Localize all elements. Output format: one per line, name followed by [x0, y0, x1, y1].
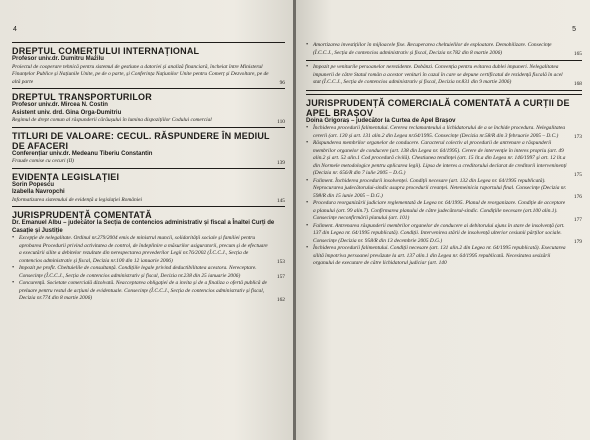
entry-page-number: 153 — [276, 259, 285, 265]
toc-section — [306, 94, 582, 268]
divider-line — [12, 88, 285, 89]
right-page-content — [306, 42, 582, 268]
section-heading: EVIDENȚA LEGISLAȚIEI — [12, 171, 120, 182]
toc-entry-bulleted — [306, 64, 582, 87]
toc-section — [12, 206, 285, 303]
author-name: Asistent univ. drd. Gina Orga-Dumitriu — [12, 109, 122, 116]
toc-entry-bulleted — [306, 200, 582, 223]
entry-text: • Faliment. Antrenarea răspunderii membrilor organelor de conducere ai debitorului ajuns în stare de insolvență (art. 137 din Legea nr. 64/1995 republicată). Condiții. Intervenirea stării de insolvență ulterior cesiunii părților sociale. Consecințe (Decizia nr. 958/R din 13 decembrie 2005 D.G.) — [306, 223, 568, 246]
entry-text: • Concurență. Societate comercială dizolvată. Neacceptarea obligației de a invita și de a finaliza o ofertă publică de preluare pentru restul de acțiuni de evidentuale. Consecințe (Î.C.C.J., Secția de contencios administrativ și fiscal, Decizia nr.774 din 8 martie 2006) — [12, 280, 271, 303]
toc-entry-bulleted — [306, 245, 582, 268]
entry-page-number: 179 — [573, 239, 582, 245]
section-heading: TITLURI DE VALOARE: CECUL. RĂSPUNDERE ÎN MEDIUL DE AFACERI — [12, 130, 270, 151]
author-name: Dr. Emanuel Albu – judecător la Secția de contencios administrativ și fiscal a Înaltei Curți de Casație și Justiție — [12, 220, 275, 234]
entry-page-number: 157 — [276, 274, 285, 280]
toc-entry — [12, 197, 285, 205]
entry-text: Regimul de drept comun al răspunderii cărăușului în lumina dispozițiilor Codului comercial — [12, 117, 212, 123]
divider-line — [306, 94, 582, 95]
page-number: 4 — [13, 26, 17, 33]
toc-entry-bulleted — [306, 42, 582, 57]
page-number: 5 — [572, 26, 576, 33]
toc-entry — [12, 158, 285, 166]
author-name: Profesor univ.dr. Mircea N. Costin — [12, 102, 108, 108]
divider-line — [12, 127, 285, 128]
entry-text: Proiectul de cooperare tehnică pentru sistemul de gestiune a datoriei și analiză financiară, încheiat între Ministerul Finanțelor Publice și Națiunile Unite, pe de o parte, și Conferința Națiunilor Unite pentru Comerț și Dezvoltare, pe de altă parte — [12, 63, 269, 85]
toc-section — [12, 168, 285, 205]
author-name: Izabella Navropchi — [12, 189, 65, 195]
section-heading: JURISPRUDENȚĂ COMENTATĂ — [12, 210, 152, 220]
entry-text: • Închiderea procedurii falimentului. Condiții necesare (art. 131 alin.2 din Legea nr. 64/1995 republicată). Executarea silită împotriva persoanei prevăzute la art. 137 alin.1 din Legea nr. 64/1995 republicată. Necesitatea sesizării organului de executare de către lichidatorul judiciar (art. 140 — [306, 245, 568, 268]
toc-entry-bulleted — [12, 235, 285, 265]
toc-section — [12, 88, 285, 125]
divider-line — [306, 60, 582, 61]
entry-text: • Răspunderea membrilor organelor de conducere. Caracterul colectiv al procedurii de antrenare a răspunderii membrilor organelor de conducere (art. 138 din Legea nr. 64/1995). Cerere de intervenție în interes propriu (art. 49 alin.2 și art. 52 alin.1 Cod procedură civilă). Chestiunea tendinței (art. 15 lit.a din Legea nr. 146/1997 și art. 12 lit.a din Normele metodologice pentru aplicarea legii). Lipsa de interes a creditorului declarat de creditorii interveninenți (Decizia nr. 656/R din 7 iulie 2005 – D.G.) — [306, 140, 568, 178]
toc-section — [12, 42, 285, 86]
entry-page-number: 175 — [573, 171, 582, 178]
divider-line — [12, 206, 285, 207]
section-heading: JURISPRUDENȚĂ COMERCIALĂ COMENTATĂ A CURȚII DE APEL BRAȘOV — [306, 97, 570, 118]
section-heading: DREPTUL TRANSPORTURILOR — [12, 92, 152, 102]
toc-entry-bulleted — [12, 265, 285, 280]
toc-entry — [12, 117, 285, 125]
divider-line — [12, 168, 285, 169]
entry-text: Informatizarea sistemului de evidență a legislației României — [12, 196, 143, 203]
entry-page-number: 139 — [276, 159, 285, 166]
author-name: Doina Grigoraș – judecător la Curtea de Apel Brașov — [306, 117, 456, 124]
author-name: Profesor univ.dr. Dumitru Mazilu — [12, 56, 104, 62]
toc-entry-bulleted — [306, 223, 582, 246]
entry-page-number: 177 — [573, 216, 582, 223]
section-heading: DREPTUL COMERȚULUI INTERNAȚIONAL — [12, 46, 200, 56]
entry-text: • Impozit pe profit. Cheltuielile de consultanță. Condițiile legale privind deductibilitatea acestora. Nereceptare. Consecințe (Î.C.C.J., Secția de contencios administrativ și fiscal, Decizia nr.238 din 25 ianuarie 2006) — [12, 265, 271, 280]
entry-page-number: 176 — [573, 194, 582, 200]
author-name: Conferențiar univ.dr. Medeanu Tiberiu Constantin — [12, 150, 153, 157]
entry-text: • Faliment. Închiderea procedurii insolvenței. Condiții necesare (art. 132 din Legea nr. 64/1995 republicată). Neprocurarea judecătorului-sindic asupra procedurii creanței. Netemeinicia raportului final. Consecințe (Decizia nr. 598/R din 15 iunie 2005 – D.G.) — [306, 178, 568, 201]
toc-entry-bulleted — [306, 178, 582, 201]
entry-text: • Amortizarea investițiilor în mijloacele fixe. Recuperarea cheltuielilor de exploatare. Demobilizare. Consecințe (Î.C.C.J., Secția de contencios administrativ și fiscal, Decizia nr.782 din 8 martie 2006) — [306, 42, 568, 57]
entry-page-number: 162 — [276, 296, 285, 303]
divider-line — [306, 90, 582, 91]
entry-text: • Impozit pe veniturile persoanelor nerezidente. Dobânzi. Convenția pentru evitarea dublei impuneri. Nelegalitatea impunerii de către Statul român a acestor venituri în cazul în care se depune certificatul de rezidență fiscală în acel stat (Î.C.C.J., Secția de contencios administrativ și fiscal, Decizia nr.831 din 9 martie 2006) — [306, 64, 568, 87]
entry-text: • Procedura reorganizării judiciare reglementată de Legea nr. 64/1995. Planul de reorganizare. Condiție de acceptare a planului (art. 99 alin.7). Confirmarea planului de către judecătorul-sindic. Condițiile necesare (art.100 alin.1). Consecințe neconfirmării planului (art. 101) — [306, 200, 568, 223]
entry-text: Fraude comise cu cecuri (II) — [12, 158, 74, 164]
toc-entry-bulleted — [12, 280, 285, 303]
left-page — [0, 0, 293, 440]
toc-entry-bulleted — [306, 125, 582, 140]
entry-page-number: 110 — [277, 118, 285, 125]
entry-page-number: 165 — [573, 51, 582, 57]
entry-page-number: 96 — [279, 80, 285, 86]
toc-section — [12, 127, 285, 166]
toc-entry — [12, 64, 285, 87]
author-name: Sorin Popescu — [12, 181, 55, 188]
entry-page-number: 173 — [573, 134, 582, 140]
right-page — [296, 0, 590, 440]
divider-line — [12, 42, 285, 43]
toc-entry-bulleted — [306, 140, 582, 178]
entry-page-number: 168 — [573, 80, 582, 87]
left-page-content — [12, 42, 285, 303]
entry-text: • Excepție de nelegalitate. Ordinul nr.279/2004 emis de ministrul muncii, solidarității sociale și familiei pentru aprobarea Procedurii privind activitatea de control, de îndeplinire a măsurilor asiguratorii, precum și de efectuare a executării silite a debitelor rezultate din nerespectarea prevederilor Legii nr.76/2002 (Î.C.C.J., Secția de contencios administrativ și fiscal, Decizia nr.100 din 12 ianuarie 2006) — [12, 235, 271, 265]
entry-page-number: 145 — [276, 198, 285, 204]
entry-text: • Închiderea procedurii falimentului. Cererea reclamanteului a lichidatorului de a se închide procedura. Nelegalitatea cererii (art. 130 și art. 131 alin.2 din Legea nr.64/1995. Consecințe (Decizia nr.58/R din 3 februarie 2005 – D.C.) — [306, 125, 568, 140]
